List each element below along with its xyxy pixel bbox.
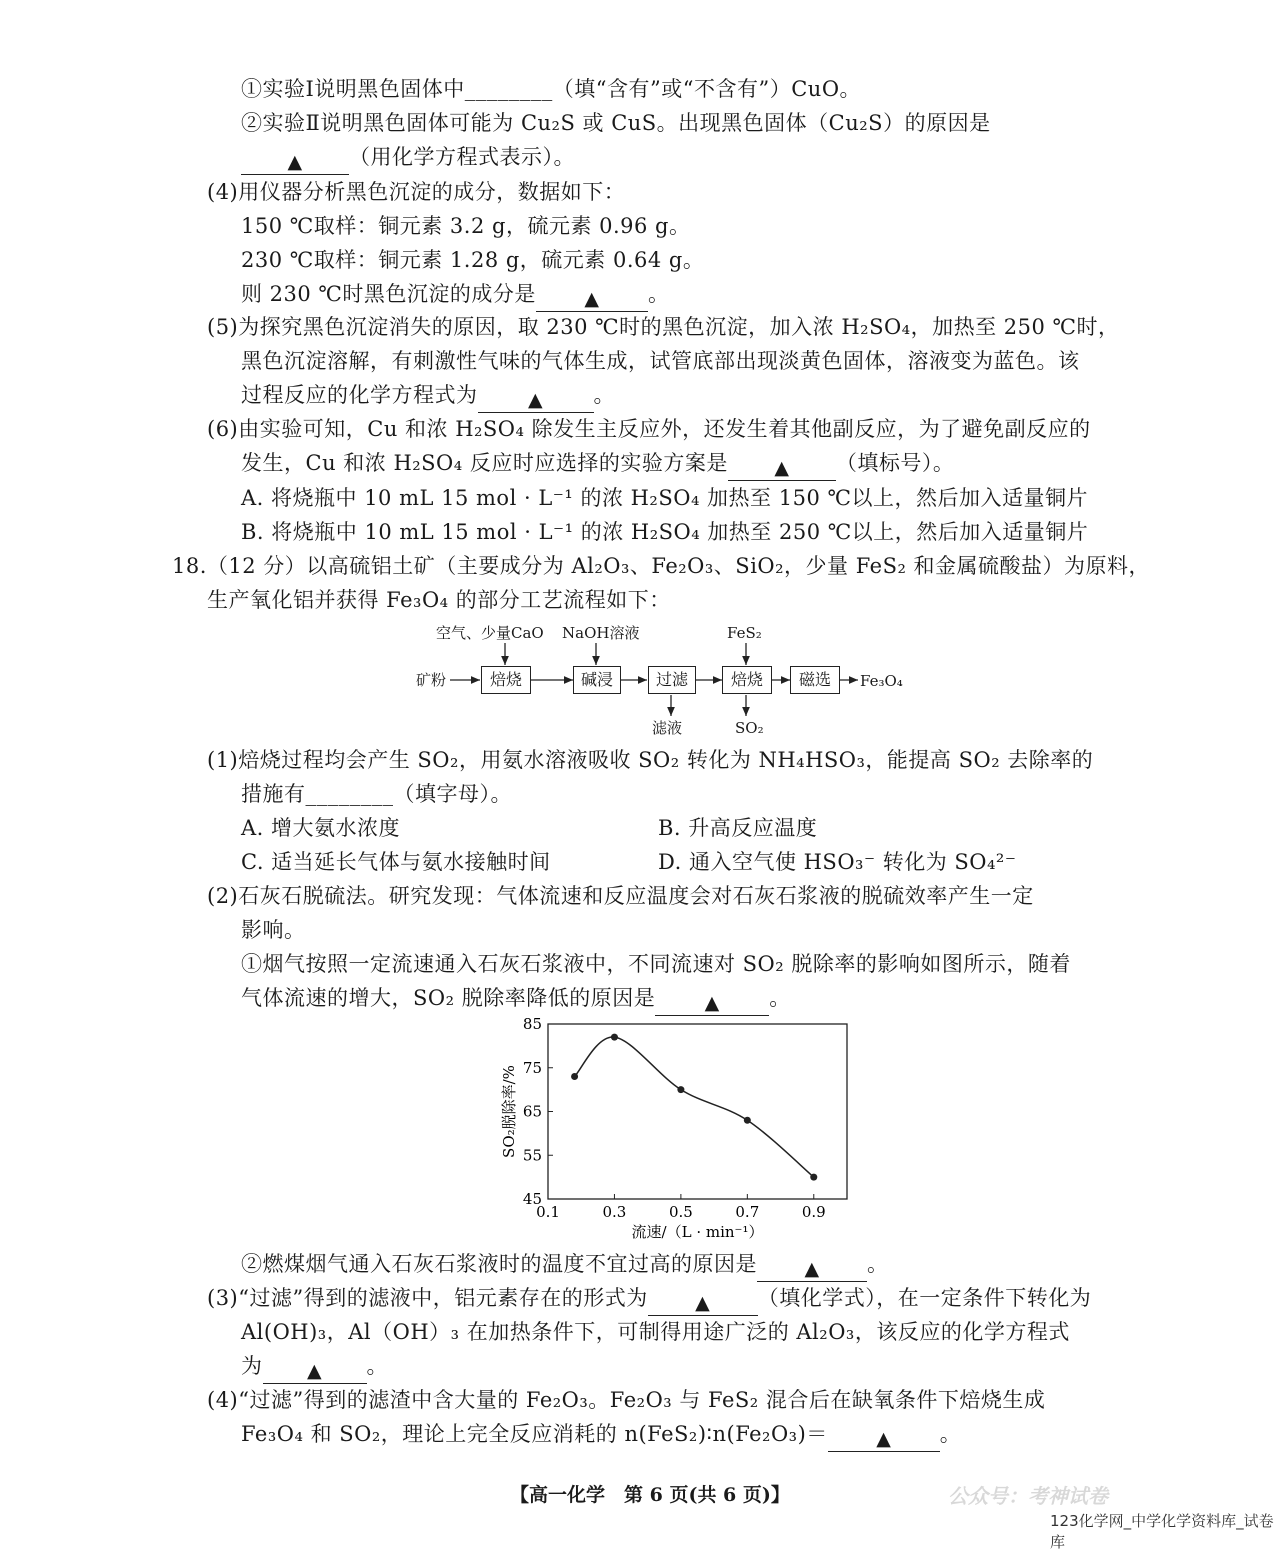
answer-blank: ▲ bbox=[728, 456, 836, 481]
y-tick-label: 75 bbox=[522, 1058, 542, 1077]
option: B. 将烧瓶中 10 mL 15 mol · L⁻¹ 的浓 H₂SO₄ 加热至 250 ℃以上，然后加入适量铜片 bbox=[241, 520, 1089, 544]
flow-step-roast-2: 焙烧 bbox=[722, 666, 772, 694]
line: 则 230 ℃时黑色沉淀的成分是 ▲ 。 bbox=[241, 282, 670, 310]
flow-step-roast: 焙烧 bbox=[481, 666, 531, 694]
line: (6)由实验可知，Cu 和浓 H₂SO₄ 除发生主反应外，还发生着其他副反应，为了避免副反应的 bbox=[207, 417, 1091, 441]
x-tick-label: 0.1 bbox=[536, 1203, 560, 1221]
line: 过程反应的化学方程式为 ▲ 。 bbox=[241, 383, 615, 411]
flow-step-alkali-leach: 碱浸 bbox=[573, 666, 621, 694]
page-footer: 【高一化学 第 6 页(共 6 页)】 bbox=[510, 1484, 790, 1506]
option: A. 将烧瓶中 10 mL 15 mol · L⁻¹ 的浓 H₂SO₄ 加热至 150 ℃以上，然后加入适量铜片 bbox=[241, 486, 1088, 510]
line: 气体流速的增大，SO₂ 脱除率降低的原因是 ▲ 。 bbox=[241, 986, 791, 1014]
flow-step-filter: 过滤 bbox=[648, 666, 696, 694]
answer-blank: ▲ bbox=[241, 150, 349, 175]
flow-step-magnetic: 磁选 bbox=[790, 666, 840, 694]
answer-blank: ▲ bbox=[655, 991, 769, 1016]
line: (5)为探究黑色沉淀消失的原因，取 230 ℃时的黑色沉淀，加入浓 H₂SO₄，加热至 250 ℃时， bbox=[207, 315, 1120, 339]
x-tick-label: 0.7 bbox=[735, 1203, 760, 1221]
answer-blank: ▲ bbox=[648, 1291, 758, 1316]
line: (4)“过滤”得到的滤渣中含大量的 Fe₂O₃。Fe₂O₃ 与 FeS₂ 混合后在缺氧条件下焙烧生成 bbox=[207, 1388, 1046, 1412]
line: ▲ （用化学方程式表示）。 bbox=[241, 140, 575, 175]
flow-input: 空气、少量CaO bbox=[436, 624, 544, 642]
x-tick-label: 0.9 bbox=[801, 1203, 826, 1221]
answer-blank: ▲ bbox=[757, 1257, 867, 1282]
option: D. 通入空气使 HSO₃⁻ 转化为 SO₄²⁻ bbox=[658, 850, 1017, 874]
line: (4)用仪器分析黑色沉淀的成分，数据如下： bbox=[207, 180, 626, 204]
series-line bbox=[575, 1037, 814, 1177]
line: 生产氧化铝并获得 Fe₃O₄ 的部分工艺流程如下： bbox=[207, 588, 671, 612]
line: 230 ℃取样：铜元素 1.28 g，硫元素 0.64 g。 bbox=[241, 248, 705, 272]
y-axis-label: SO₂脱除率/% bbox=[500, 1065, 518, 1158]
line: Al(OH)₃，Al（OH）₃ 在加热条件下，可制得用途广泛的 Al₂O₃，该反应的化学方程式 bbox=[241, 1320, 1070, 1344]
data-point bbox=[571, 1073, 578, 1080]
data-point bbox=[810, 1174, 817, 1181]
y-tick-label: 65 bbox=[522, 1102, 542, 1121]
source-label: 123化学网_中学化学资料库_试卷库 bbox=[1050, 1512, 1274, 1551]
line: 为 ▲ 。 bbox=[241, 1354, 388, 1382]
option: B. 升高反应温度 bbox=[658, 816, 818, 840]
flow-input: FeS₂ bbox=[727, 624, 762, 642]
flow-output: 滤液 bbox=[652, 719, 683, 737]
answer-blank: ▲ bbox=[478, 388, 594, 413]
data-point bbox=[677, 1086, 684, 1093]
line: 发生，Cu 和浓 H₂SO₄ 反应时应选择的实验方案是 ▲ （填标号）。 bbox=[241, 451, 955, 479]
answer-blank: ▲ bbox=[263, 1359, 367, 1384]
line: (3)“过滤”得到的滤液中，铝元素存在的形式为 ▲ （填化学式），在一定条件下转化为 bbox=[207, 1286, 1092, 1314]
line: 150 ℃取样：铜元素 3.2 g，硫元素 0.96 g。 bbox=[241, 214, 691, 238]
line: 黑色沉淀溶解，有刺激性气味的气体生成，试管底部出现淡黄色固体，溶液变为蓝色。该 bbox=[241, 349, 1080, 373]
flow-end: Fe₃O₄ bbox=[860, 672, 903, 690]
answer-blank: ▲ bbox=[828, 1427, 940, 1452]
line: ①烟气按照一定流速通入石灰石浆液中，不同流速对 SO₂ 脱除率的影响如图所示，随着 bbox=[241, 952, 1071, 976]
y-tick-label: 55 bbox=[522, 1146, 542, 1165]
watermark: 公众号：考神试卷 bbox=[948, 1484, 1108, 1508]
x-axis-label: 流速/（L · min⁻¹） bbox=[631, 1223, 764, 1241]
line: ②实验Ⅱ说明黑色固体可能为 Cu₂S 或 CuS。出现黑色固体（Cu₂S）的原因是 bbox=[241, 111, 991, 135]
data-point bbox=[611, 1034, 618, 1041]
flow-input: NaOH溶液 bbox=[562, 624, 640, 642]
option: A. 增大氨水浓度 bbox=[241, 816, 401, 840]
data-point bbox=[744, 1117, 751, 1124]
line: ②燃煤烟气通入石灰石浆液时的温度不宜过高的原因是 ▲ 。 bbox=[241, 1252, 889, 1280]
question-heading: 18.（12 分）以高硫铝土矿（主要成分为 Al₂O₃、Fe₂O₃、SiO₂，少量 FeS₂ 和金属硫酸盐）为原料， bbox=[172, 554, 1151, 578]
line: (1)焙烧过程均会产生 SO₂，用氨水溶液吸收 SO₂ 转化为 NH₄HSO₃，能提高 SO₂ 去除率的 bbox=[207, 748, 1094, 772]
option: C. 适当延长气体与氨水接触时间 bbox=[241, 850, 551, 874]
x-tick-label: 0.3 bbox=[602, 1203, 627, 1221]
flow-start: 矿粉 bbox=[416, 671, 447, 689]
line: (2)石灰石脱硫法。研究发现：气体流速和反应温度会对石灰石浆液的脱硫效率产生一定 bbox=[207, 884, 1034, 908]
y-tick-label: 45 bbox=[522, 1190, 542, 1208]
flow-output: SO₂ bbox=[735, 719, 764, 737]
answer-blank: ▲ bbox=[536, 287, 648, 312]
line: 措施有________（填字母）。 bbox=[241, 782, 512, 806]
line: 影响。 bbox=[241, 918, 306, 942]
line-chart bbox=[490, 1012, 910, 1242]
y-tick-label: 85 bbox=[522, 1015, 542, 1033]
x-tick-label: 0.5 bbox=[668, 1203, 693, 1221]
line: Fe₃O₄ 和 SO₂，理论上完全反应消耗的 n(FeS₂)∶n(Fe₂O₃)＝ ▲ 。 bbox=[241, 1422, 962, 1450]
line: ①实验Ⅰ说明黑色固体中________（填“含有”或“不含有”）CuO。 bbox=[241, 77, 862, 101]
